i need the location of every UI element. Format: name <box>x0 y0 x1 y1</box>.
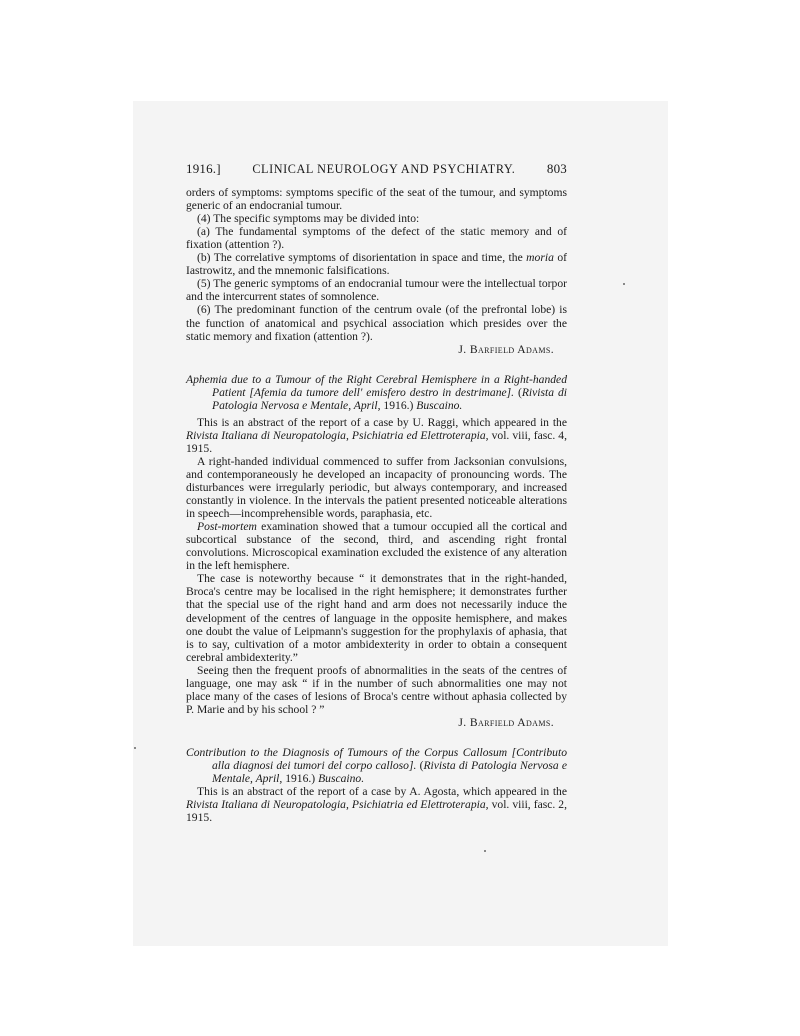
text-run: This is an abstract of the report of a case by A. Agosta, which appeared in the <box>197 785 567 799</box>
article-title <box>186 746 567 785</box>
paragraph: (6) The predominant function of the centrum ovale (of the prefrontal lobe) is the function of anatomical and psychical association which presides over the static memory and fixation (attention ?). <box>186 303 567 343</box>
signature: J. Barfield Adams. <box>458 715 554 729</box>
italic-term: moria <box>526 251 554 265</box>
scan-speck <box>134 747 136 749</box>
title-source: Rivista di Patologia Nervosa e Mentale, April, <box>212 385 567 412</box>
text-run: vol. viii, fasc. 2, 1915. <box>186 798 567 825</box>
text-run: This is an abstract of the report of a case by U. Raggi, which appeared in the <box>197 415 567 429</box>
title-author: Buscaino. <box>315 772 365 786</box>
paragraph: The case is noteworthy because “ it demonstrates that in the right-handed, Broca's centre may be localised in the right hemisphere; it demonstrates further that the special use of the right hand and arm does not necessarily induce the development of the centres of language in the opposite hemisphere, and makes one doubt the value of Leipmann's suggestion for the prophylaxis of aphasia, that is to say, cultivation of a motor ambidexterity in order to obtain a consequent cerebral ambidexterity.” <box>186 572 567 664</box>
paragraph: A right-handed individual commenced to suffer from Jacksonian convulsions, and contemporaneously he developed an incapacity of pronouncing words. The disturbances were irregularly periodic, but always contemporary, and increased constantly in violence. In the intervals the patient presented noticeable alterations in speech—incomprehensible words, paraphasia, etc. <box>186 454 567 521</box>
header-year: 1916.] <box>186 161 221 176</box>
header-title: CLINICAL NEUROLOGY AND PSYCHIATRY. <box>252 162 516 176</box>
text-run: examination showed that a tumour occupied all the cortical and subcortical substance of the second, third, and ascending right frontal convolutions. Microscopical examination excluded the existence of any alteration in the left hemisphere. <box>186 520 567 573</box>
paragraph <box>186 416 567 455</box>
journal-name: Rivista Italiana di Neuropatologia, Psichiatria ed Elettroterapia, <box>186 428 489 442</box>
paragraph: (5) The generic symptoms of an endocranial tumour were the intellectual torpor and the intercurrent states of somnolence. <box>186 277 567 304</box>
title-author: Buscaino. <box>413 398 463 412</box>
scan-speck <box>484 850 486 852</box>
paragraph: orders of symptoms: symptoms specific of the seat of the tumour, and symptoms generic of an endocranial tumour. <box>186 186 567 213</box>
paragraph <box>186 785 567 824</box>
journal-name: Rivista Italiana di Neuropatologia, Psichiatria ed Elettroterapia, <box>186 798 489 812</box>
title-punct: ( <box>514 385 522 399</box>
text-run: vol. viii, fasc. 4, 1915. <box>186 428 567 455</box>
title-text: Aphemia due to a Tumour of the Right Cerebral Hemisphere in a Right-handed Patient [Afemia da tumore dell' emisfero destro in destrimane]. <box>186 372 567 399</box>
text-run: of Iastrowitz, and the mnemonic falsifications. <box>186 251 567 278</box>
text-run: (b) The correlative symptoms of disorientation in space and time, the <box>197 251 527 265</box>
paragraph: Seeing then the frequent proofs of abnormalities in the seats of the centres of language, one may ask “ if in the number of such abnormalities one may not place many of the cases of lesions of Broca's centre without aphasia collected by P. Marie and by his school ? ” <box>186 663 567 716</box>
scan-speck <box>623 283 625 285</box>
signature: J. Barfield Adams. <box>458 342 554 356</box>
page-number: 803 <box>546 161 567 176</box>
title-year: 1916.) <box>282 772 316 786</box>
title-punct: ( <box>416 758 424 772</box>
paragraph: (a) The fundamental symptoms of the defect of the static memory and of fixation (attention ?). <box>186 225 567 252</box>
italic-term: Post-mortem <box>197 520 257 534</box>
paragraph <box>186 251 567 277</box>
article-title <box>186 373 567 412</box>
paragraph <box>186 520 567 572</box>
running-header <box>186 162 567 176</box>
paragraph: (4) The specific symptoms may be divided into: <box>197 212 420 226</box>
title-text: Contribution to the Diagnosis of Tumours of the Corpus Callosum [Contributo alla diagnosi dei tumori del corpo calloso]. <box>186 745 567 772</box>
title-source: Rivista di Patologia Nervosa e Mentale, April, <box>212 758 567 786</box>
title-year: 1916.) <box>380 398 414 412</box>
document-page <box>186 162 567 824</box>
